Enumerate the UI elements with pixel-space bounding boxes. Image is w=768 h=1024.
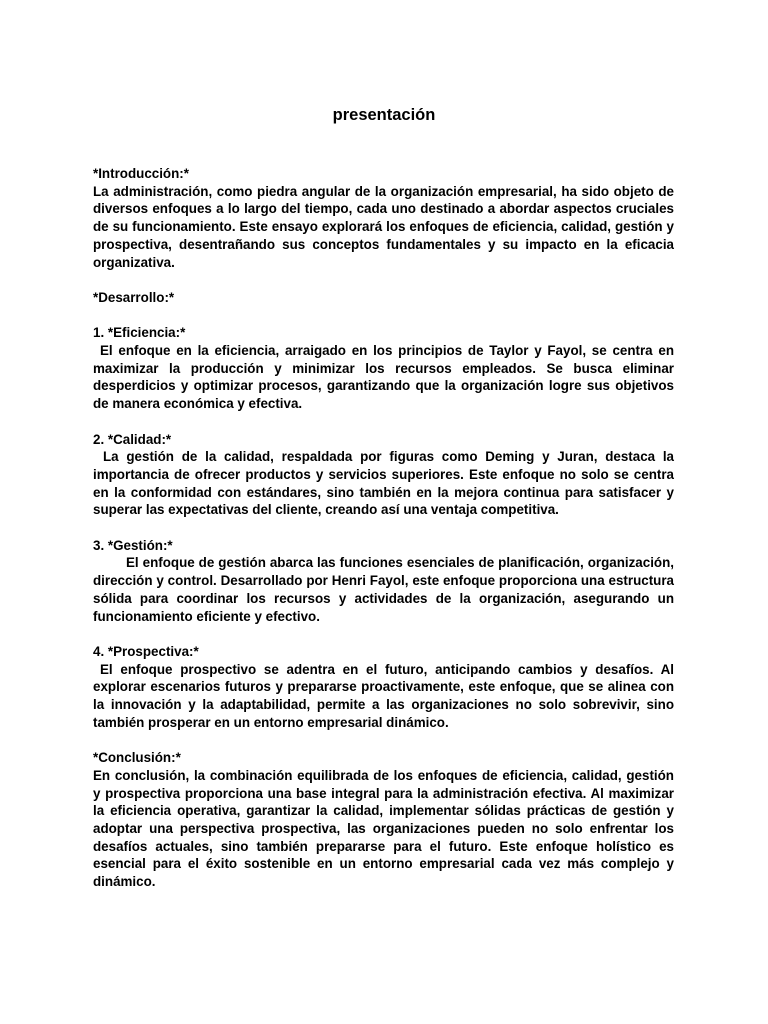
- conclusion-heading: *Conclusión:*: [93, 750, 181, 766]
- section-heading-gestion: 3. *Gestión:*: [93, 537, 173, 553]
- section-heading-calidad: 2. *Calidad:*: [93, 431, 172, 447]
- intro-paragraph: La administración, como piedra angular de la organización empresarial, ha sido objeto de diversos enfoques a lo largo del tiempo, cada uno destinado a abordar aspectos cruciales de su funcionamiento. Este ensayo explorará los enfoques de eficiencia, calidad, gestión y prospectiva, desentrañando sus conceptos fundamentales y su impacto en la eficacia organizativa.: [93, 183, 674, 270]
- section-heading-prospectiva: 4. *Prospectiva:*: [93, 643, 199, 659]
- intro-heading: *Introducción:*: [93, 166, 189, 181]
- section-paragraph-gestion: El enfoque de gestión abarca las funciones esenciales de planificación, organización, dirección y control. Desarrollado por Henri Fayol, este enfoque proporciona una estructura sólida para coordinar los recursos y actividades de la organización, asegurando un funcionamiento eficiente y efectivo.: [93, 555, 674, 624]
- section-paragraph-prospectiva: El enfoque prospectivo se adentra en el futuro, anticipando cambios y desafíos. Al explorar escenarios futuros y prepararse proactivamente, este enfoque, que se alinea con la innovación y la adaptabilidad, permite a las organizaciones no solo sobrevivir, sino también prosperar en un entorno empresarial dinámico.: [93, 661, 674, 730]
- development-heading: *Desarrollo:*: [93, 289, 175, 305]
- conclusion-paragraph: En conclusión, la combinación equilibrada de los enfoques de eficiencia, calidad, gestión y prospectiva proporciona una base integral para la administración efectiva. Al maximizar la eficiencia operativa, garantizar la calidad, implementar sólidas prácticas de gestión y adoptar una perspectiva prospectiva, las organizaciones pueden no solo enfrentar los desafíos actuales, sino también prepararse para el futuro. Este enfoque holístico es esencial para el éxito sostenible en un entorno empresarial cada vez más complejo y dinámico.: [93, 767, 674, 890]
- document-body: [93, 165, 674, 908]
- section-paragraph-eficiencia: El enfoque en la eficiencia, arraigado en los principios de Taylor y Fayol, se centra en maximizar la producción y minimizar los recursos empleados. Se busca eliminar desperdicios y optimizar procesos, garantizando que la organización logre sus objetivos de manera económica y efectiva.: [93, 343, 674, 412]
- document-title: presentación: [332, 106, 436, 124]
- section-paragraph-calidad: La gestión de la calidad, respaldada por figuras como Deming y Juran, destaca la importancia de ofrecer productos y servicios superiores. Este enfoque no solo se centra en la conformidad con estándares, sino también en la mejora continua para satisfacer y superar las expectativas del cliente, creando así una ventaja competitiva.: [93, 449, 674, 518]
- section-heading-eficiencia: 1. *Eficiencia:*: [93, 325, 186, 341]
